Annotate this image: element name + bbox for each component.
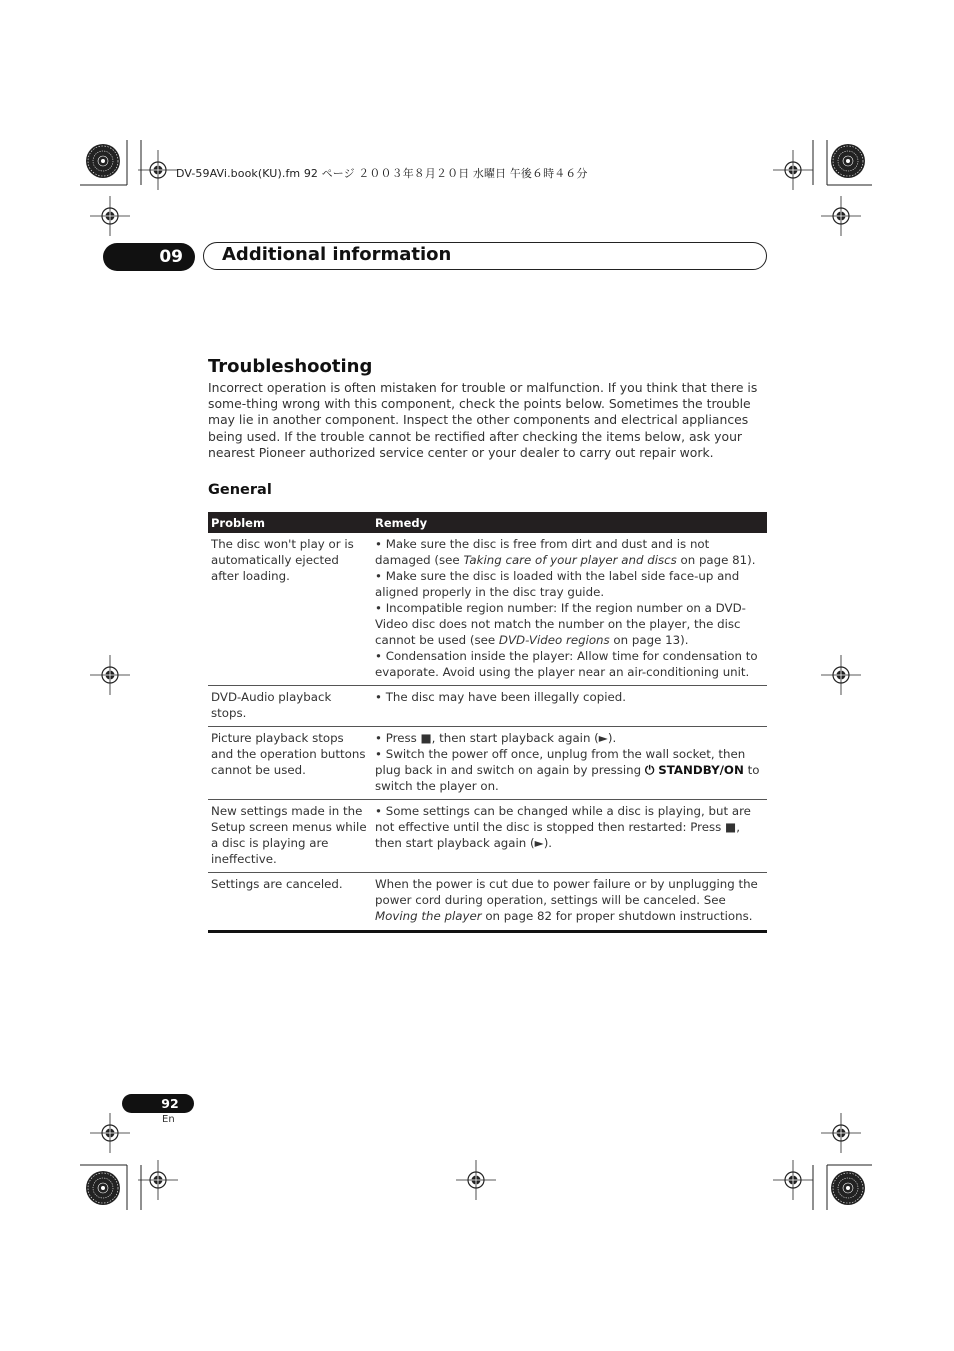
- remedy-item: [375, 746, 764, 794]
- remedy-cell: [372, 873, 767, 932]
- section-intro: Incorrect operation is often mistaken for trouble or malfunction. If you think that there is some-thing wrong with this component, check the points below. Sometimes the trouble may lie in another component. Inspect the other components and electrical appliances being used. If the trouble cannot be rectified after checking the items below, ask your nearest Pioneer authorized service center or your dealer to carry out repair work.: [208, 380, 758, 460]
- chapter-number: 09: [103, 243, 195, 271]
- table-row: [208, 873, 767, 932]
- remedy-text: • Incompatible region number: If the region number on a DVD-Video disc does not match the number on the player, the disc cannot be used (see: [375, 601, 746, 647]
- remedy-text: When the power is cut due to power failure or by unplugging the power cord during operation, settings will be canceled. See: [375, 877, 758, 907]
- remedy-text: • Make sure the disc is free from dirt and dust and is not damaged (see: [375, 537, 710, 567]
- table-row: [208, 533, 767, 686]
- remedy-cell: [372, 727, 767, 800]
- problem-cell: The disc won't play or is automatically ejected after loading.: [208, 533, 372, 686]
- table-row: [208, 686, 767, 727]
- troubleshooting-table: [208, 512, 767, 933]
- problem-cell: DVD-Audio playback stops.: [208, 686, 372, 727]
- remedy-text: ⏻ STANDBY/ON: [644, 763, 744, 777]
- header-problem: Problem: [208, 512, 372, 533]
- section-title: Troubleshooting: [208, 356, 373, 377]
- problem-cell: New settings made in the Setup screen menus while a disc is playing are ineffective.: [208, 800, 372, 873]
- remedy-item: [375, 876, 764, 924]
- remedy-item: [375, 536, 764, 568]
- remedy-cell: [372, 800, 767, 873]
- remedy-text: • Press ■, then start playback again (►).: [375, 731, 617, 745]
- remedy-text: • Some settings can be changed while a disc is playing, but are not effective until the disc is stopped then restarted: Press ■, then start playback again (►).: [375, 804, 751, 850]
- table-row: [208, 800, 767, 873]
- remedy-item: [375, 803, 764, 851]
- header-remedy: Remedy: [372, 512, 767, 533]
- remedy-text: Moving the player: [375, 909, 482, 923]
- problem-cell: Picture playback stops and the operation buttons cannot be used.: [208, 727, 372, 800]
- print-header: DV-59AVi.book(KU).fm 92 ページ ２００３年８月２０日 水曜日 午後６時４６分: [176, 167, 588, 180]
- remedy-text: DVD-Video regions: [498, 633, 610, 647]
- remedy-item: [375, 730, 764, 746]
- remedy-cell: [372, 533, 767, 686]
- remedy-text: Taking care of your player and discs: [463, 553, 677, 567]
- remedy-text: on page 13).: [609, 633, 689, 647]
- remedy-text: on page 81).: [676, 553, 756, 567]
- remedy-item: [375, 689, 764, 705]
- remedy-item: [375, 600, 764, 648]
- subsection-title: General: [208, 482, 272, 498]
- table-header-row: [208, 512, 767, 533]
- remedy-cell: [372, 686, 767, 727]
- remedy-text: • Condensation inside the player: Allow time for condensation to evaporate. Avoid using the player near an air-conditioning unit.: [375, 649, 758, 679]
- remedy-text: • The disc may have been illegally copied.: [375, 690, 626, 704]
- remedy-item: [375, 568, 764, 600]
- chapter-title: Additional information: [222, 244, 452, 265]
- page-number: 92: [122, 1094, 194, 1113]
- remedy-item: [375, 648, 764, 680]
- remedy-text: • Switch the power off once, unplug from the wall socket, then plug back in and switch on again by pressing: [375, 747, 746, 777]
- remedy-text: to switch the player on.: [375, 763, 760, 793]
- table-row: [208, 727, 767, 800]
- remedy-text: on page 82 for proper shutdown instructions.: [481, 909, 753, 923]
- remedy-text: • Make sure the disc is loaded with the label side face-up and aligned properly in the disc tray guide.: [375, 569, 740, 599]
- problem-cell: Settings are canceled.: [208, 873, 372, 932]
- language-code: En: [162, 1114, 175, 1125]
